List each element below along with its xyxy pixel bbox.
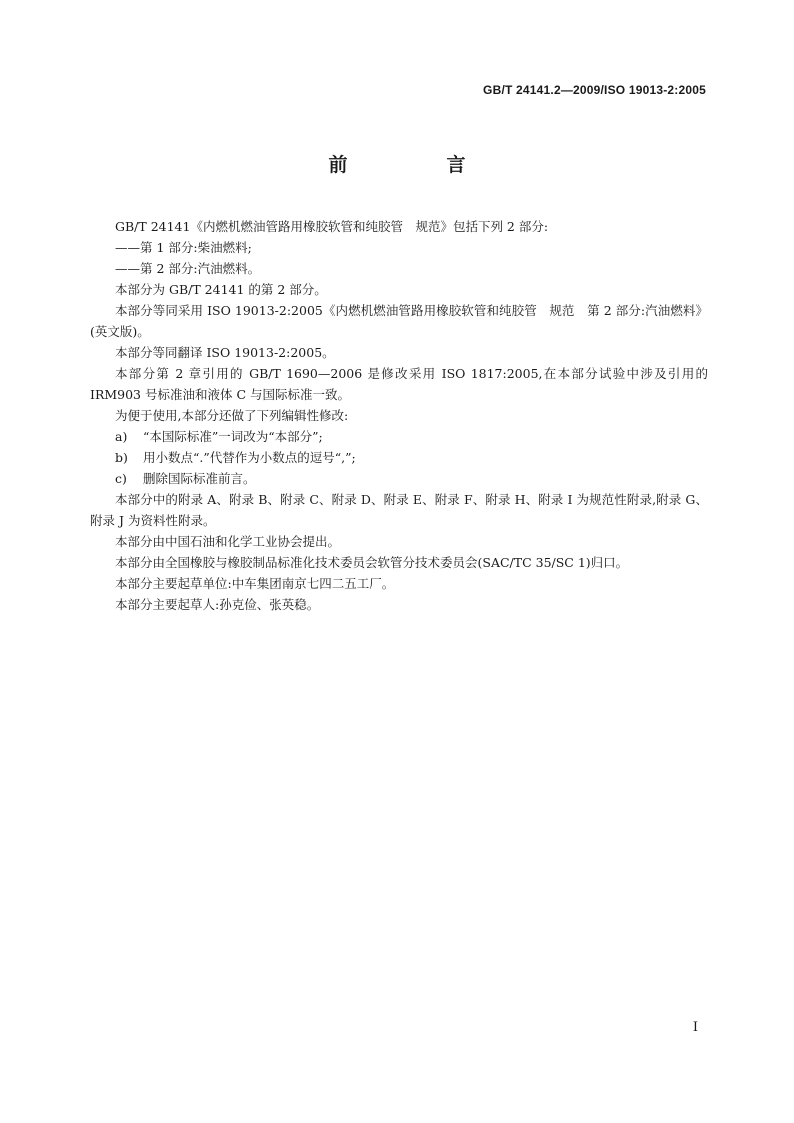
list-item-edit-b (90, 447, 708, 468)
page-number: I (692, 1020, 698, 1035)
paragraph-annexes: 本部分中的附录 A、附录 B、附录 C、附录 D、附录 E、附录 F、附录 H、附录 I 为规范性附录,附录 G、附录 J 为资料性附录。 (90, 492, 708, 528)
list-marker: a) (115, 429, 128, 444)
paragraph-drafters: 本部分主要起草人:孙克俭、张英稳。 (115, 597, 320, 612)
foreword-body (90, 216, 708, 615)
paragraph-equivalent-adoption: 本部分等同采用 ISO 19013-2:2005《内燃机燃油管路用橡胶软管和纯胶管 规范 第 2 部分:汽油燃料》(英文版)。 (90, 303, 708, 339)
list-marker: c) (115, 471, 127, 486)
paragraph-this-part: 本部分为 GB/T 24141 的第 2 部分。 (115, 282, 327, 297)
paragraph-parts-intro: GB/T 24141《内燃机燃油管路用橡胶软管和纯胶管 规范》包括下列 2 部分: (115, 219, 549, 234)
list-item-text: 删除国际标准前言。 (143, 471, 256, 486)
standard-code-header: GB/T 24141.2—2009/ISO 19013-2:2005 (483, 83, 706, 97)
paragraph-administered-by: 本部分由全国橡胶与橡胶制品标准化技术委员会软管分技术委员会(SAC/TC 35/SC 1)归口。 (115, 555, 629, 570)
list-item-edit-c (90, 468, 708, 489)
paragraph-part-2: ——第 2 部分:汽油燃料。 (115, 261, 261, 276)
page-title: 前 言 (328, 154, 506, 176)
paragraph-drafting-unit: 本部分主要起草单位:中车集团南京七四二五工厂。 (115, 576, 395, 591)
paragraph-editorial-intro: 为便于使用,本部分还做了下列编辑性修改: (115, 408, 349, 423)
paragraph-normative-reference: 本部分第 2 章引用的 GB/T 1690—2006 是修改采用 ISO 1817:2005,在本部分试验中涉及引用的 IRM903 号标准油和液体 C 与国际标准一致。 (90, 366, 708, 402)
list-item-text: “本国际标准”一词改为“本部分”; (143, 429, 323, 444)
list-item-text: 用小数点“.”代替作为小数点的逗号“,”; (143, 450, 356, 465)
paragraph-part-1: ——第 1 部分:柴油燃料; (115, 240, 252, 255)
paragraph-translation: 本部分等同翻译 ISO 19013-2:2005。 (115, 345, 335, 360)
list-marker: b) (115, 450, 128, 465)
list-item-edit-a (90, 426, 708, 447)
paragraph-proposed-by: 本部分由中国石油和化学工业协会提出。 (115, 534, 341, 549)
